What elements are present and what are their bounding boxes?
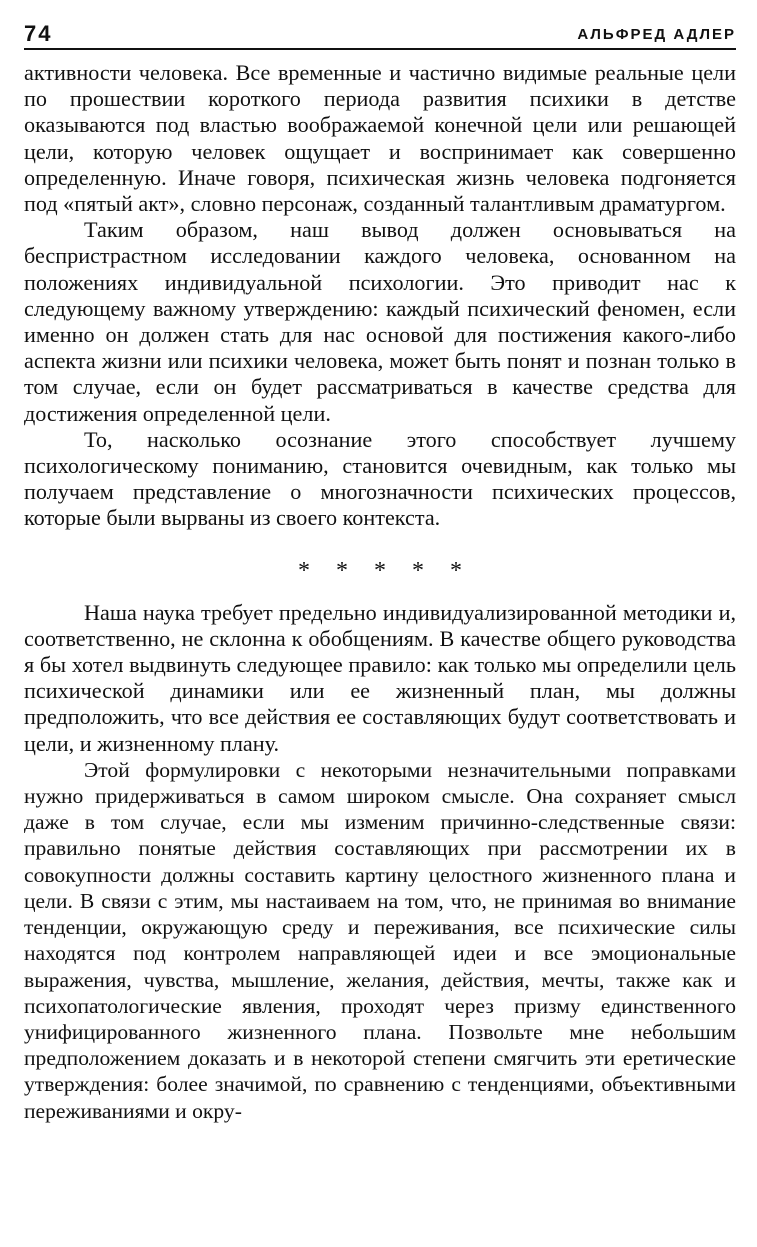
body-text: [24, 60, 736, 1124]
running-head: [24, 22, 736, 50]
running-head-author: АЛЬФРЕД АДЛЕР: [577, 26, 736, 43]
paragraph: Таким образом, наш вывод должен основываться на беспристрастном исследовании каждого человека, основанном на положениях индивидуальной психологии. Это приводит нас к следующему важному утверждению: каждый психический феномен, если именно он должен стать для нас основой для постижения какого-либо аспекта жизни или психики человека, может быть понят и познан только в том случае, если он будет рассматриваться в качестве средства для достижения определенной цели.: [24, 217, 736, 426]
paragraph: Наша наука требует предельно индивидуализированной методики и, соответственно, не склонна к обобщениям. В качестве общего руководства я бы хотел выдвинуть следующее правило: как только мы определили цель психической динамики или ее жизненный план, мы должны предположить, что все действия ее составляющих будут соответствовать и цели, и жизненному плану.: [24, 599, 736, 756]
section-separator: * * * * *: [298, 557, 472, 584]
book-page: [24, 22, 736, 1124]
page-number: 74: [24, 21, 53, 46]
paragraph: активности человека. Все временные и частично видимые реальные цели по прошествии короткого периода развития психики в детстве оказываются под властью воображаемой конечной цели или решающей цели, которую человек ощущает и воспринимает как совершенно определенную. Иначе говоря, психическая жизнь человека подгоняется под «пятый акт», словно персонаж, созданный талантливым драматургом.: [24, 60, 736, 217]
paragraph: Этой формулировки с некоторыми незначительными поправками нужно придерживаться в самом широком смысле. Она сохраняет смысл даже в том случае, если мы изменим причинно-следственные связи: правильно понятые действия составляющих при рассмотрении их в совокупности должны составить картину целостного жизненного плана и цели. В связи с этим, мы настаиваем на том, что, не принимая во внимание тенденции, окружающую среду и переживания, все психические силы находятся под контролем направляющей идеи и все эмоциональные выражения, чувства, мышление, желания, действия, мечты, также как и психопатологические явления, проходят через призму единственного унифицированного жизненного плана. Позвольте мне небольшим предположением доказать и в некоторой степени смягчить эти еретические утверждения: более значимой, по сравнению с тенденциями, объективными переживаниями и окру-: [24, 757, 736, 1123]
paragraph: То, насколько осознание этого способствует лучшему психологическому пониманию, становится очевидным, как только мы получаем представление о многозначности психических процессов, которые были вырваны из своего контекста.: [24, 426, 736, 531]
